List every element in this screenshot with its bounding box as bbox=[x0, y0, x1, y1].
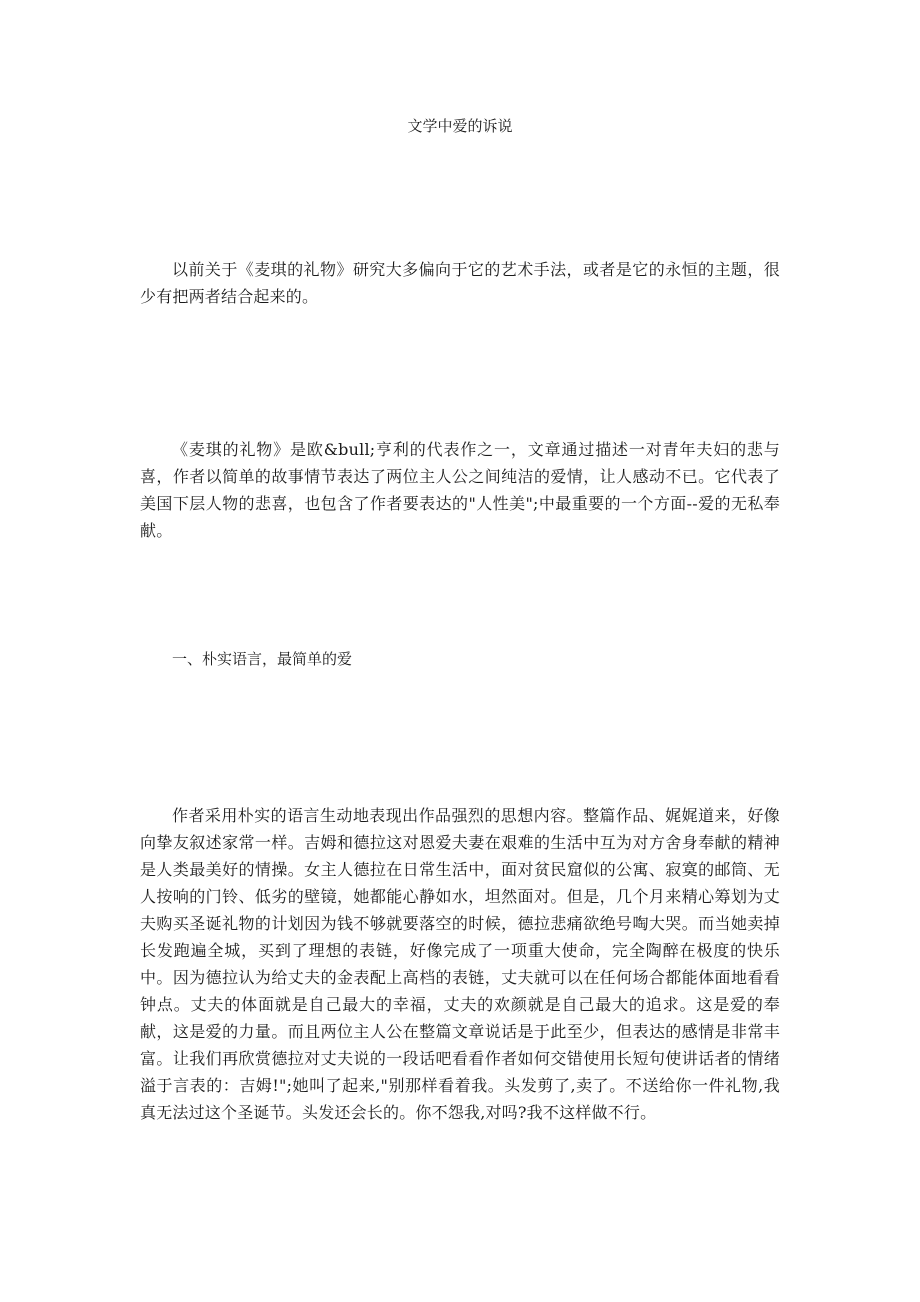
document-title: 文学中爱的诉说 bbox=[407, 117, 513, 135]
section-heading: 一、朴实语言，最简单的爱 bbox=[172, 650, 353, 668]
paragraph-overview: 《麦琪的礼物》是欧&bull;亨利的代表作之一，文章通过描述一对青年夫妇的悲与喜，作者以简单的故事情节表达了两位主人公之间纯洁的爱情，让人感动不已。它代表了美国下层人物的悲喜，也包含了作者要表达的"人性美";中最重要的一个方面--爱的无私奉献。 bbox=[140, 440, 780, 540]
paragraph-intro: 以前关于《麦琪的礼物》研究大多偏向于它的艺术手法，或者是它的永恒的主题，很少有把两者结合起来的。 bbox=[140, 260, 780, 306]
section-paragraph: 作者采用朴实的语言生动地表现出作品强烈的思想内容。整篇作品、娓娓道来，好像向挚友叙述家常一样。吉姆和德拉这对恩爱夫妻在艰难的生活中互为对方舍身奉献的精神是人类最美好的情操。女主人德拉在日常生活中，面对贫民窟似的公寓、寂寞的邮筒、无人按响的门铃、低劣的壁镜，她都能心静如水，坦然面对。但是，几个月来精心筹划为丈夫购买圣诞礼物的计划因为钱不够就要落空的时候，德拉悲痛欲绝号啕大哭。而当她卖掉长发跑遍全城，买到了理想的表链，好像完成了一项重大使命，完全陶醉在极度的快乐中。因为德拉认为给丈夫的金表配上高档的表链，丈夫就可以在任何场合都能体面地看看钟点。丈夫的体面就是自己最大的幸福，丈夫的欢颜就是自己最大的追求。这是爱的奉献，这是爱的力量。而且两位主人公在整篇文章说话是于此至少，但表达的感情是非常丰富。让我们再欣赏德拉对丈夫说的一段话吧看看作者如何交错使用长短句使讲话者的情绪溢于言表的：吉姆!";她叫了起来,"别那样看着我。头发剪了,卖了。不送给你一件礼物,我真无法过这个圣诞节。头发还会长的。你不怨我,对吗?我不这样做不行。 bbox=[140, 806, 780, 1122]
